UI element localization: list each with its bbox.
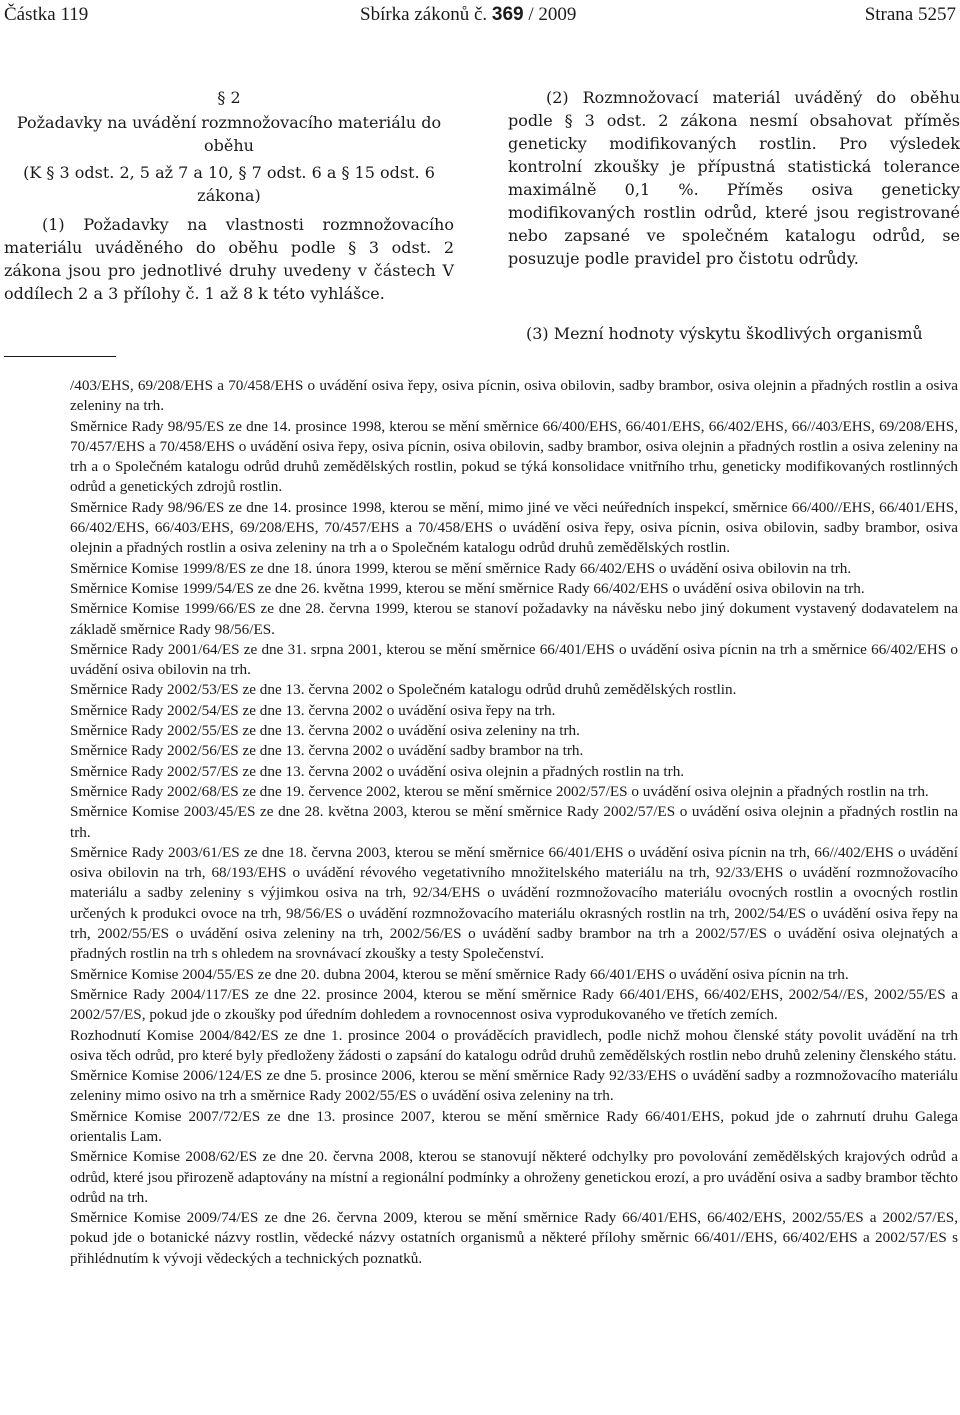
footnote-entry: Směrnice Rady 2002/55/ES ze dne 13. června 2002 o uvádění osiva zeleniny na trh. <box>70 722 580 740</box>
footnote-entry: Směrnice Rady 2002/53/ES ze dne 13. června 2002 o Společném katalogu odrůd druhů zemědělských rostlin. <box>70 681 737 699</box>
footnote-entry: Směrnice Komise 1999/54/ES ze dne 26. května 1999, kterou se mění směrnice Rady 66/402/EHS o uvádění osiva obilovin na trh. <box>70 579 865 597</box>
footnote-entry: Směrnice Komise 2003/45/ES ze dne 28. května 2003, kterou se mění směrnice Rady 2002/57/ES o uvádění osiva olejnin a přadných rostlin na trh. <box>70 803 958 841</box>
footnote-entry: Směrnice Rady 2002/57/ES ze dne 13. června 2002 o uvádění osiva olejnin a přadných rostlin na trh. <box>70 762 685 780</box>
footnote-entry: Směrnice Rady 98/95/ES ze dne 14. prosince 1998, kterou se mění směrnice 66/400/EHS, 66/401/EHS, 66/402/EHS, 66//403/EHS, 69/208/EHS, 70/457/EHS a 70/458/EHS o uvádění osiva řepy, osiva pícnin, osiva obilovin, sadby brambor, osiva olejnin a přadných rostlin a osiva zeleniny na trh a o Společném katalogu odrůd druhů zemědělských rostlin, pokud se týká konsolidace vnitřního trhu, geneticky modifikovaných rostlinných odrůd a genetických zdrojů rostlin. <box>70 417 958 496</box>
collection-number: 369 <box>491 4 524 25</box>
footnote-entry: Směrnice Komise 2008/62/ES ze dne 20. června 2008, kterou se stanovují některé odchylky pro povolování zemědělských krajových odrůd a odrůd, které jsou přirozeně adaptovány na místní a regionální podmínky a ohroženy genetickou erozí, a pro uvádění osiva a sadby brambor těchto odrůd na trh. <box>70 1148 958 1206</box>
footnote-entry: Směrnice Komise 2007/72/ES ze dne 13. prosince 2007, kterou se mění směrnice Rady 66/401/EHS, pokud jde o zahrnutí druhu Galega orientalis Lam. <box>70 1107 958 1145</box>
page-number: Strana 5257 <box>864 4 956 25</box>
footnote-entry: Rozhodnutí Komise 2004/842/ES ze dne 1. prosince 2004 o prováděcích pravidlech, podle nichž mohou členské státy povolit uvádění na trh osiva těch odrůd, pro které byly předloženy žádosti o zapsání do katalogu odrůd druhů zemědělských rostlin nebo druhů zeleniny členského státu. <box>70 1026 958 1064</box>
section-title: Požadavky na uvádění rozmnožovacího materiálu do oběhu <box>16 113 442 155</box>
footnote-entry: Směrnice Rady 2002/56/ES ze dne 13. června 2002 o uvádění sadby brambor na trh. <box>70 742 584 760</box>
footnote-entry: Směrnice Rady 2004/117/ES ze dne 22. prosince 2004, kterou se mění směrnice Rady 66/401/EHS, 66/402/EHS, 2002/54//ES, 2002/55/ES a 2002/57/ES, pokud jde o zkoušky pod úředním dohledem a rovnocennost osiva vyprodukovaného ve třetích zemích. <box>70 985 958 1024</box>
footnote-entry: Směrnice Komise 1999/66/ES ze dne 28. června 1999, kterou se stanoví požadavky na návěsku nebo jiný dokument vystavený dodavatelem na základě směrnice Rady 98/56/ES. <box>70 600 958 638</box>
footnote-entry: Směrnice Rady 98/96/ES ze dne 14. prosince 1998, kterou se mění, mimo jiné ve věci neúředních inspekcí, směrnice 66/400//EHS, 66/401/EHS, 66/402/EHS, 66/403/EHS, 69/208/EHS, 70/457/EHS a 70/458/EHS o uvádění osiva řepy, osiva pícnin, osiva obilovin, sadby brambor, osiva olejnin a přadných rostlin a osiva zeleniny na trh a o Společném katalogu odrůd druhů zemědělských rostlin. <box>70 498 958 557</box>
footnote-entry: Směrnice Rady 2003/61/ES ze dne 18. června 2003, kterou se mění směrnice 66/401/EHS o uvádění osiva pícnin na trh, 66//402/EHS o uvádění osiva obilovin na trh, 68/193/EHS o uvádění révového vegetativního množitelského materiálu na trh, 92/33/EHS o uvádění rozmnožovacího materiálu a sadby zeleniny s výjimkou osiva na trh, 92/34/EHS o uvádění rozmnožovacího materiálu ovocných rostlin a ovocných rostlin určených k produkci ovoce na trh, 98/56/ES o uvádění rozmnožovacího materiálu okrasných rostlin na trh, 2002/54/ES o uvádění osiva řepy na trh, 2002/55/ES o uvádění osiva zeleniny na trh, 2002/56/ES o uvádění sadby brambor na trh a 2002/57/ES o uvádění osiva olejnatých a přadných rostlin na trh s ohledem na srovnávací zkoušky a testy Společenství. <box>70 843 958 963</box>
footnote-entry: Směrnice Rady 2002/54/ES ze dne 13. června 2002 o uvádění osiva řepy na trh. <box>70 701 556 719</box>
page-header <box>4 4 956 28</box>
footnote-entry: Směrnice Komise 2004/55/ES ze dne 20. dubna 2004, kterou se mění směrnice Rady 66/401/EHS o uvádění osiva pícnin na trh. <box>70 965 849 983</box>
section-number: § 2 <box>217 88 241 107</box>
collection-year: / 2009 <box>523 4 577 25</box>
footnote-entry: Směrnice Komise 2006/124/ES ze dne 5. prosince 2006, kterou se mění směrnice Rady 92/33/EHS o uvádění sadby a rozmnožovacího materiálu zeleniny mimo osivo na trh a směrnice Rady 2002/55/ES o uvádění osiva zeleniny na trh. <box>70 1067 958 1105</box>
paragraph-1: (1) Požadavky na vlastnosti rozmnožovacího materiálu uváděného do oběhu podle § 3 odst. 2 zákona jsou pro jednotlivé druhy uvedeny v částech V oddílech 2 a 3 přílohy č. 1 až 8 k této vyhlášce. <box>4 215 454 303</box>
footnote-entry: Směrnice Rady 2002/68/ES ze dne 19. července 2002, kterou se mění směrnice 2002/57/ES o uvádění osiva olejnin a přadných rostlin na trh. <box>70 782 929 800</box>
collection-title <box>360 4 576 26</box>
section-reference: (K § 3 odst. 2, 5 až 7 a 10, § 7 odst. 6 a § 15 odst. 6 zákona) <box>23 163 435 205</box>
footnote-entry: Směrnice Komise 1999/8/ES ze dne 18. února 1999, kterou se mění směrnice Rady 66/402/EHS o uvádění osiva obilovin na trh. <box>70 559 852 577</box>
footnote-entry: /403/EHS, 69/208/EHS a 70/458/EHS o uvádění osiva řepy, osiva pícnin, osiva obilovin, sadby brambor, osiva olejnin a přadných rostlin a osiva zeleniny na trh. <box>70 377 958 415</box>
right-column <box>508 86 960 345</box>
left-column <box>4 86 454 305</box>
issue-number: Částka 119 <box>4 4 89 25</box>
footnote-entry: Směrnice Komise 2009/74/ES ze dne 26. června 2009, kterou se mění směrnice Rady 66/401/EHS, 66/402/EHS, 2002/55/ES a 2002/57/ES, pokud jde o botanické názvy rostlin, vědecké názvy ostatních organismů a některé přílohy směrnic 66/401//EHS, 66/402/EHS a 2002/57/ES s přihlédnutím k vývoji vědeckých a technických poznatků. <box>70 1209 958 1267</box>
footnotes <box>70 376 958 1269</box>
footnote-entry: Směrnice Rady 2001/64/ES ze dne 31. srpna 2001, kterou se mění směrnice 66/401/EHS o uvádění osiva pícnin na trh a směrnice 66/402/EHS o uvádění osiva obilovin na trh. <box>70 640 958 679</box>
collection-prefix: Sbírka zákonů č. <box>360 4 488 25</box>
paragraph-3: (3) Mezní hodnoty výskytu škodlivých organismů <box>526 324 923 343</box>
footnote-separator <box>4 356 116 357</box>
paragraph-2: (2) Rozmnožovací materiál uváděný do oběhu podle § 3 odst. 2 zákona nesmí obsahovat příměs geneticky modifikovaných rostlin. Pro výsledek kontrolní zkoušky je přípustná statistická tolerance maximálně 0,1 %. Příměs osiva geneticky modifikovaných rostlin odrůd, které jsou registrované nebo zapsané ve společném katalogu odrůd, se posuzuje podle pravidel pro čistotu odrůdy. <box>508 88 960 268</box>
